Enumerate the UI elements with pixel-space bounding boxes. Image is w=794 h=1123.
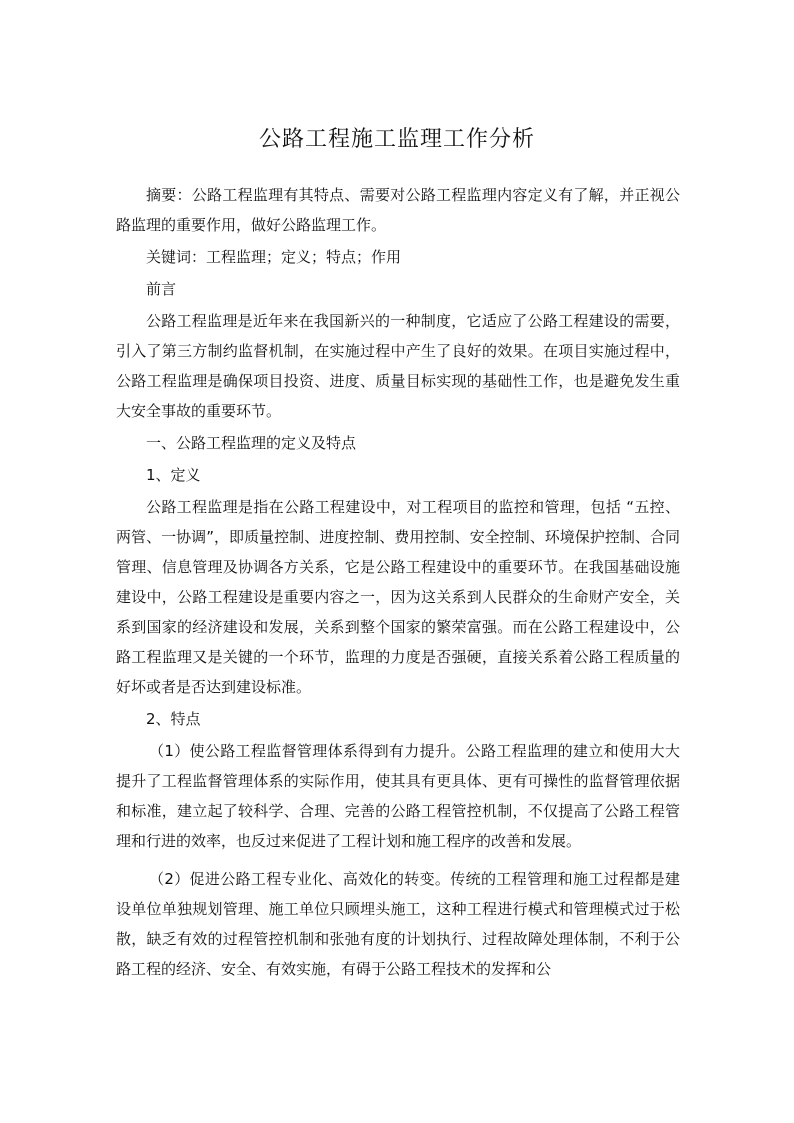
abstract-paragraph: 摘要：公路工程监理有其特点、需要对公路工程监理内容定义有了解，并正视公路监理的重要作用，做好公路监理工作。 [116,186,680,234]
feature-paragraph: （2）促进公路工程专业化、高效化的转变。传统的工程管理和施工过程都是建设单位单独规划管理、施工单位只顾埋头施工，这种工程进行模式和管理模式过于松散，缺乏有效的过程管控机制和张弛有度的计划执行、过程故障处理体制，不利于公路工程的经济、安全、有效实施，有碍于公路工程技术的发挥和公 [116,870,680,978]
subsection-heading: 2、特点 [146,710,201,728]
section-heading: 一、公路工程监理的定义及特点 [146,434,357,452]
subsection-heading: 1、定义 [146,466,201,484]
document-body [116,180,680,986]
definition-paragraph: 公路工程监理是指在公路工程建设中，对工程项目的监控和管理，包括 “五控、两管、一协调”，即质量控制、进度控制、费用控制、安全控制、环境保护控制、合同管理、信息管理及协调各方关系，它是公路工程建设中的重要环节。在我国基础设施建设中，公路工程建设是重要内容之一，因为这关系到人民群众的生命财产安全，关系到国家的经济建设和发展，关系到整个国家的繁荣富强。而在公路工程建设中，公路工程监理又是关键的一个环节，监理的力度是否强硬，直接关系着公路工程质量的好坏或者是否达到建设标准。 [116,498,680,696]
feature-paragraph: （1）使公路工程监督管理体系得到有力提升。公路工程监理的建立和使用大大提升了工程监督管理体系的实际作用，使其具有更具体、更有可操性的监督管理依据和标准，建立起了较科学、合理、完善的公路工程管控机制，不仅提高了公路工程管理和行进的效率，也反过来促进了工程计划和施工程序的改善和发展。 [116,742,680,850]
preface-paragraph: 公路工程监理是近年来在我国新兴的一种制度，它适应了公路工程建设的需要，引入了第三方制约监督机制，在实施过程中产生了良好的效果。在项目实施过程中，公路工程监理是确保项目投资、进度、质量目标实现的基础性工作，也是避免发生重大安全事故的重要环节。 [116,312,680,420]
keywords-paragraph: 关键词：工程监理；定义；特点；作用 [146,248,402,266]
preface-heading: 前言 [146,280,177,298]
document-title: 公路工程施工监理工作分析 [258,127,535,152]
